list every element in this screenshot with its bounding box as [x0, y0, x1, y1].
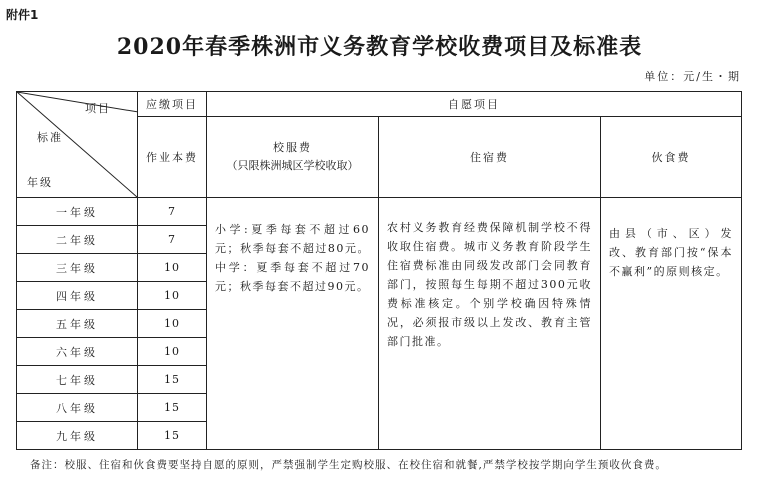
- fee-cell: 10: [138, 338, 207, 366]
- grade-cell: 二年级: [17, 226, 138, 254]
- fee-table: [16, 91, 742, 450]
- fee-cell: 10: [138, 254, 207, 282]
- meal-fee-text: 由县（市、区）发改、教育部门按“保本不赢利”的原则核定。: [609, 227, 734, 278]
- fee-cell: 15: [138, 366, 207, 394]
- unit-label: 单位：元/生・期: [644, 70, 741, 83]
- fee-cell: 7: [138, 226, 207, 254]
- meal-fee-header: 伙食费: [601, 117, 742, 198]
- boarding-fee-standard: [379, 198, 601, 450]
- boarding-fee-text: 农村义务教育经费保障机制学校不得收取住宿费。城市义务教育阶段学生住宿费标准由同级发改部门会同教育部门，按照每生每期不超过300元收费标准核定。个别学校确因特殊情况，必须报市级以上发改、教育主管部门批准。: [387, 221, 592, 348]
- diagonal-header-cell: [17, 92, 138, 198]
- textbook-fee-header: 作业本费: [138, 117, 207, 198]
- uniform-fee-standard: [207, 198, 379, 450]
- grade-cell: 七年级: [17, 366, 138, 394]
- boarding-fee-header: 住宿费: [379, 117, 601, 198]
- grade-cell: 五年级: [17, 310, 138, 338]
- grade-cell: 一年级: [17, 198, 138, 226]
- header-item-label: 项目: [85, 102, 111, 115]
- fee-cell: 10: [138, 310, 207, 338]
- fee-cell: 10: [138, 282, 207, 310]
- uniform-fee-header: [207, 117, 379, 198]
- grade-cell: 三年级: [17, 254, 138, 282]
- grade-cell: 八年级: [17, 394, 138, 422]
- grade-cell: 六年级: [17, 338, 138, 366]
- uniform-fee-title: 校服费: [273, 141, 312, 154]
- fee-cell: 15: [138, 394, 207, 422]
- uniform-fee-text: 小学:夏季每套不超过60元；秋季每套不超过80元。中学：夏季每套不超过70元；秋季每套不超过90元。: [215, 223, 370, 293]
- voluntary-header: 自愿项目: [207, 92, 742, 117]
- header-grade-label: 年级: [27, 176, 53, 189]
- mandatory-header: 应缴项目: [138, 92, 207, 117]
- fee-cell: 15: [138, 422, 207, 450]
- footnote: 备注：校服、住宿和伙食费要坚持自愿的原则，严禁强制学生定购校服、在校住宿和就餐,严禁学校按学期向学生预收伙食费。: [30, 459, 667, 471]
- grade-cell: 九年级: [17, 422, 138, 450]
- uniform-fee-note: （只限株洲城区学校收取）: [226, 159, 359, 172]
- grade-cell: 四年级: [17, 282, 138, 310]
- page-title: 2020年春季株洲市义务教育学校收费项目及标准表: [116, 34, 643, 60]
- meal-fee-standard: [601, 198, 742, 450]
- header-standard-label: 标准: [37, 131, 63, 144]
- fee-cell: 7: [138, 198, 207, 226]
- attachment-label: 附件1: [6, 8, 39, 22]
- table-row: [17, 198, 742, 226]
